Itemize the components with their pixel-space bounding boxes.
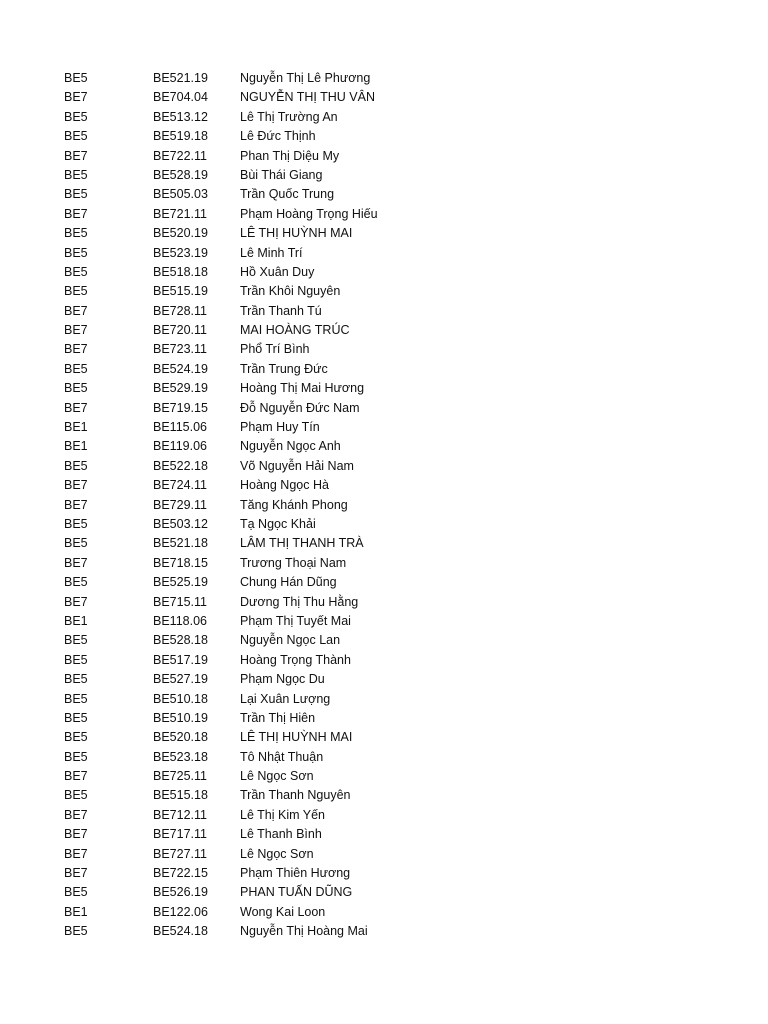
group-cell: BE5 bbox=[64, 885, 88, 900]
code-cell: BE513.12 bbox=[153, 109, 208, 124]
group-cell: BE5 bbox=[64, 710, 88, 725]
group-cell: BE5 bbox=[64, 536, 88, 551]
table-row bbox=[0, 709, 768, 728]
group-cell: BE7 bbox=[64, 303, 88, 318]
group-cell: BE5 bbox=[64, 381, 88, 396]
name-cell: Trần Thị Hiên bbox=[240, 710, 316, 725]
code-cell: BE727.11 bbox=[153, 846, 207, 861]
code-cell: BE718.15 bbox=[153, 555, 208, 570]
group-cell: BE5 bbox=[64, 749, 88, 764]
code-cell: BE525.19 bbox=[153, 575, 208, 590]
table-row bbox=[0, 476, 768, 495]
code-cell: BE523.18 bbox=[153, 749, 208, 764]
group-cell: BE5 bbox=[64, 730, 88, 745]
code-cell: BE717.11 bbox=[153, 827, 207, 842]
name-cell: Phạm Ngọc Du bbox=[240, 672, 325, 687]
table-row bbox=[0, 399, 768, 418]
group-cell: BE1 bbox=[64, 420, 88, 435]
code-cell: BE712.11 bbox=[153, 807, 207, 822]
table-row bbox=[0, 903, 768, 922]
group-cell: BE5 bbox=[64, 187, 88, 202]
table-row bbox=[0, 108, 768, 127]
code-cell: BE528.18 bbox=[153, 633, 208, 648]
group-cell: BE7 bbox=[64, 846, 88, 861]
group-cell: BE7 bbox=[64, 866, 88, 881]
table-row bbox=[0, 418, 768, 437]
code-cell: BE524.18 bbox=[153, 924, 208, 939]
table-row bbox=[0, 554, 768, 573]
table-row bbox=[0, 302, 768, 321]
name-cell: Chung Hán Dũng bbox=[240, 575, 337, 590]
table-row bbox=[0, 748, 768, 767]
table-row bbox=[0, 263, 768, 282]
name-cell: Wong Kai Loon bbox=[240, 904, 326, 919]
group-cell: BE5 bbox=[64, 458, 88, 473]
name-cell: Phạm Huy Tín bbox=[240, 420, 320, 435]
table-row bbox=[0, 806, 768, 825]
code-cell: BE518.18 bbox=[153, 264, 208, 279]
group-cell: BE5 bbox=[64, 672, 88, 687]
table-row bbox=[0, 767, 768, 786]
code-cell: BE122.06 bbox=[153, 904, 208, 919]
name-cell: Tạ Ngọc Khải bbox=[240, 516, 316, 531]
code-cell: BE527.19 bbox=[153, 672, 208, 687]
name-cell: Phạm Hoàng Trọng Hiếu bbox=[240, 206, 378, 221]
name-cell: Phan Thị Diệu My bbox=[240, 148, 340, 163]
name-cell: Phạm Thị Tuyết Mai bbox=[240, 613, 351, 628]
code-cell: BE722.15 bbox=[153, 866, 208, 881]
group-cell: BE5 bbox=[64, 129, 88, 144]
code-cell: BE725.11 bbox=[153, 769, 207, 784]
table-row bbox=[0, 845, 768, 864]
table-row bbox=[0, 205, 768, 224]
table-row bbox=[0, 360, 768, 379]
code-cell: BE517.19 bbox=[153, 652, 208, 667]
name-cell: MAI HOÀNG TRÚC bbox=[240, 323, 350, 338]
group-cell: BE5 bbox=[64, 788, 88, 803]
code-cell: BE724.11 bbox=[153, 478, 207, 493]
group-cell: BE5 bbox=[64, 516, 88, 531]
code-cell: BE115.06 bbox=[153, 420, 207, 435]
code-cell: BE528.19 bbox=[153, 167, 208, 182]
code-cell: BE728.11 bbox=[153, 303, 207, 318]
name-cell: Phạm Thiên Hương bbox=[240, 866, 351, 881]
group-cell: BE1 bbox=[64, 904, 88, 919]
name-cell: Dương Thị Thu Hằng bbox=[240, 594, 359, 609]
table-row bbox=[0, 670, 768, 689]
name-cell: Lê Thị Kim Yến bbox=[240, 807, 326, 822]
name-cell: LÊ THỊ HUỲNH MAI bbox=[240, 226, 353, 241]
group-cell: BE5 bbox=[64, 924, 88, 939]
name-cell: Võ Nguyễn Hải Nam bbox=[240, 458, 354, 473]
name-cell: LÊ THỊ HUỲNH MAI bbox=[240, 730, 353, 745]
name-cell: Hoàng Trọng Thành bbox=[240, 652, 351, 667]
table-row bbox=[0, 321, 768, 340]
group-cell: BE7 bbox=[64, 769, 88, 784]
name-cell: Tô Nhật Thuận bbox=[240, 749, 324, 764]
group-cell: BE7 bbox=[64, 400, 88, 415]
code-cell: BE723.11 bbox=[153, 342, 207, 357]
table-row bbox=[0, 515, 768, 534]
table-row bbox=[0, 127, 768, 146]
table-row bbox=[0, 147, 768, 166]
name-cell: Trương Thoại Nam bbox=[240, 555, 347, 570]
name-cell: PHAN TUẤN DŨNG bbox=[240, 885, 353, 900]
code-cell: BE529.19 bbox=[153, 381, 208, 396]
group-cell: BE7 bbox=[64, 206, 88, 221]
name-cell: Lê Ngọc Sơn bbox=[240, 846, 314, 861]
code-cell: BE515.18 bbox=[153, 788, 208, 803]
group-cell: BE7 bbox=[64, 342, 88, 357]
name-cell: Phổ Trí Bình bbox=[240, 342, 310, 357]
code-cell: BE510.18 bbox=[153, 691, 208, 706]
name-cell: Lê Thị Trường An bbox=[240, 109, 338, 124]
table-row bbox=[0, 534, 768, 553]
table-row bbox=[0, 244, 768, 263]
code-cell: BE715.11 bbox=[153, 594, 207, 609]
name-cell: Trần Thanh Nguyên bbox=[240, 788, 351, 803]
name-cell: Lại Xuân Lượng bbox=[240, 691, 331, 706]
code-cell: BE505.03 bbox=[153, 187, 208, 202]
group-cell: BE5 bbox=[64, 633, 88, 648]
name-cell: Bùi Thái Giang bbox=[240, 167, 323, 182]
table-row bbox=[0, 612, 768, 631]
group-cell: BE1 bbox=[64, 613, 88, 628]
group-cell: BE5 bbox=[64, 109, 88, 124]
code-cell: BE524.19 bbox=[153, 361, 208, 376]
code-cell: BE729.11 bbox=[153, 497, 207, 512]
name-cell: Lê Thanh Bình bbox=[240, 827, 322, 842]
group-cell: BE7 bbox=[64, 555, 88, 570]
name-cell: Lê Ngọc Sơn bbox=[240, 769, 314, 784]
group-cell: BE5 bbox=[64, 226, 88, 241]
name-cell: Trần Thanh Tú bbox=[240, 303, 322, 318]
code-cell: BE515.19 bbox=[153, 284, 208, 299]
group-cell: BE1 bbox=[64, 439, 88, 454]
group-cell: BE5 bbox=[64, 652, 88, 667]
table-row bbox=[0, 166, 768, 185]
name-cell: Trần Khôi Nguyên bbox=[240, 284, 341, 299]
group-cell: BE5 bbox=[64, 361, 88, 376]
name-cell: Hoàng Ngọc Hà bbox=[240, 478, 329, 493]
code-cell: BE520.19 bbox=[153, 226, 208, 241]
code-cell: BE722.11 bbox=[153, 148, 207, 163]
table-row bbox=[0, 864, 768, 883]
table-row bbox=[0, 457, 768, 476]
code-cell: BE521.19 bbox=[153, 71, 208, 85]
code-cell: BE523.19 bbox=[153, 245, 208, 260]
group-cell: BE5 bbox=[64, 691, 88, 706]
table-row bbox=[0, 786, 768, 805]
table-row bbox=[0, 690, 768, 709]
code-cell: BE521.18 bbox=[153, 536, 208, 551]
table-row bbox=[0, 185, 768, 204]
name-cell: Trần Trung Đức bbox=[240, 361, 328, 376]
table-row bbox=[0, 573, 768, 592]
code-cell: BE519.18 bbox=[153, 129, 208, 144]
group-cell: BE5 bbox=[64, 575, 88, 590]
code-cell: BE510.19 bbox=[153, 710, 208, 725]
code-cell: BE721.11 bbox=[153, 206, 207, 221]
group-cell: BE7 bbox=[64, 827, 88, 842]
table-row bbox=[0, 224, 768, 243]
table-row bbox=[0, 593, 768, 612]
table-row bbox=[0, 496, 768, 515]
group-cell: BE7 bbox=[64, 323, 88, 338]
code-cell: BE720.11 bbox=[153, 323, 207, 338]
table-row bbox=[0, 922, 768, 941]
code-cell: BE503.12 bbox=[153, 516, 208, 531]
group-cell: BE7 bbox=[64, 807, 88, 822]
table-row bbox=[0, 88, 768, 107]
code-cell: BE119.06 bbox=[153, 439, 207, 454]
table-row bbox=[0, 282, 768, 301]
group-cell: BE7 bbox=[64, 478, 88, 493]
group-cell: BE7 bbox=[64, 90, 88, 105]
name-cell: Nguyễn Ngọc Lan bbox=[240, 633, 341, 648]
code-cell: BE520.18 bbox=[153, 730, 208, 745]
table-row bbox=[0, 825, 768, 844]
code-cell: BE719.15 bbox=[153, 400, 208, 415]
name-cell: Đỗ Nguyễn Đức Nam bbox=[240, 400, 360, 415]
student-list-table bbox=[0, 69, 768, 942]
group-cell: BE5 bbox=[64, 167, 88, 182]
table-row bbox=[0, 883, 768, 902]
table-row bbox=[0, 631, 768, 650]
group-cell: BE7 bbox=[64, 594, 88, 609]
name-cell: LÂM THỊ THANH TRÀ bbox=[240, 536, 364, 551]
table-row bbox=[0, 651, 768, 670]
table-row bbox=[0, 69, 768, 88]
name-cell: Nguyễn Ngọc Anh bbox=[240, 439, 341, 454]
name-cell: Nguyễn Thị Lê Phương bbox=[240, 71, 371, 85]
table-row bbox=[0, 437, 768, 456]
group-cell: BE5 bbox=[64, 264, 88, 279]
name-cell: Hoàng Thị Mai Hương bbox=[240, 381, 365, 396]
code-cell: BE704.04 bbox=[153, 90, 208, 105]
code-cell: BE522.18 bbox=[153, 458, 208, 473]
name-cell: Trần Quốc Trung bbox=[240, 187, 335, 202]
name-cell: Lê Đức Thịnh bbox=[240, 129, 316, 144]
code-cell: BE118.06 bbox=[153, 613, 207, 628]
group-cell: BE5 bbox=[64, 284, 88, 299]
group-cell: BE5 bbox=[64, 245, 88, 260]
name-cell: NGUYỄN THỊ THU VÂN bbox=[240, 90, 375, 105]
name-cell: Nguyễn Thị Hoàng Mai bbox=[240, 924, 368, 939]
group-cell: BE5 bbox=[64, 71, 88, 85]
code-cell: BE526.19 bbox=[153, 885, 208, 900]
name-cell: Hồ Xuân Duy bbox=[240, 264, 315, 279]
group-cell: BE7 bbox=[64, 148, 88, 163]
name-cell: Lê Minh Trí bbox=[240, 245, 303, 260]
table-row bbox=[0, 379, 768, 398]
name-cell: Tăng Khánh Phong bbox=[240, 497, 348, 512]
table-row bbox=[0, 728, 768, 747]
group-cell: BE7 bbox=[64, 497, 88, 512]
table-row bbox=[0, 340, 768, 359]
